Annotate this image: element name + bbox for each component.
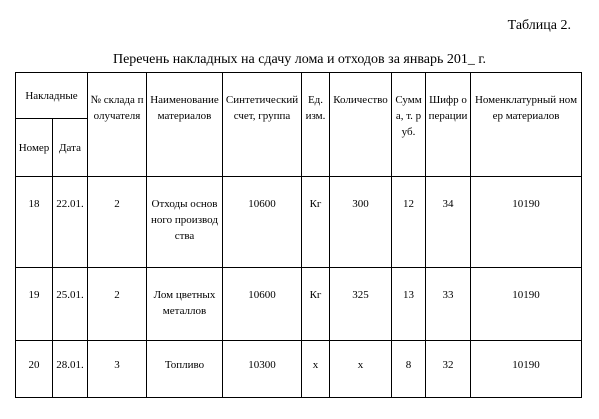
- document-title: Перечень накладных на сдачу лома и отходов за январь 201_ г.: [112, 52, 487, 67]
- header-material-name: Наименование материалов: [147, 73, 223, 177]
- cell-material: Топливо: [147, 341, 223, 398]
- cell-material: Отходы основного производства: [147, 177, 223, 268]
- cell-nomenclature: 10190: [471, 341, 582, 398]
- cell-nomenclature: 10190: [471, 268, 582, 341]
- header-operation-code: Шифр операции: [426, 73, 471, 177]
- cell-operation-code: 32: [426, 341, 471, 398]
- header-date: Дата: [53, 119, 88, 177]
- cell-unit: х: [302, 341, 330, 398]
- cell-material: Лом цветных металлов: [147, 268, 223, 341]
- header-warehouse: № склада получателя: [88, 73, 147, 177]
- header-account: Синтетический счет, группа: [223, 73, 302, 177]
- cell-date: 25.01.: [53, 268, 88, 341]
- cell-sum: 8: [392, 341, 426, 398]
- table-number-label: Таблица 2.: [507, 18, 571, 33]
- cell-number: 19: [16, 268, 53, 341]
- header-unit: Ед. изм.: [302, 73, 330, 177]
- cell-account: 10600: [223, 177, 302, 268]
- header-nomenclature: Номенклатурный номер материалов: [471, 73, 582, 177]
- table-row: [16, 268, 582, 341]
- cell-unit: Кг: [302, 177, 330, 268]
- cell-date: 28.01.: [53, 341, 88, 398]
- header-row-top: [16, 73, 582, 119]
- cell-sum: 12: [392, 177, 426, 268]
- cell-warehouse: 2: [88, 268, 147, 341]
- cell-warehouse: 2: [88, 177, 147, 268]
- header-invoices: Накладные: [16, 73, 88, 119]
- header-quantity: Количество: [330, 73, 392, 177]
- cell-quantity: 300: [330, 177, 392, 268]
- cell-number: 18: [16, 177, 53, 268]
- cell-date: 22.01.: [53, 177, 88, 268]
- table-row: [16, 341, 582, 398]
- header-sum: Сумма, т. руб.: [392, 73, 426, 177]
- table-row: [16, 177, 582, 268]
- cell-nomenclature: 10190: [471, 177, 582, 268]
- header-number: Номер: [16, 119, 53, 177]
- invoices-table: [15, 72, 582, 398]
- cell-unit: Кг: [302, 268, 330, 341]
- cell-account: 10300: [223, 341, 302, 398]
- cell-operation-code: 34: [426, 177, 471, 268]
- cell-quantity: х: [330, 341, 392, 398]
- cell-operation-code: 33: [426, 268, 471, 341]
- cell-number: 20: [16, 341, 53, 398]
- cell-warehouse: 3: [88, 341, 147, 398]
- cell-account: 10600: [223, 268, 302, 341]
- cell-quantity: 325: [330, 268, 392, 341]
- cell-sum: 13: [392, 268, 426, 341]
